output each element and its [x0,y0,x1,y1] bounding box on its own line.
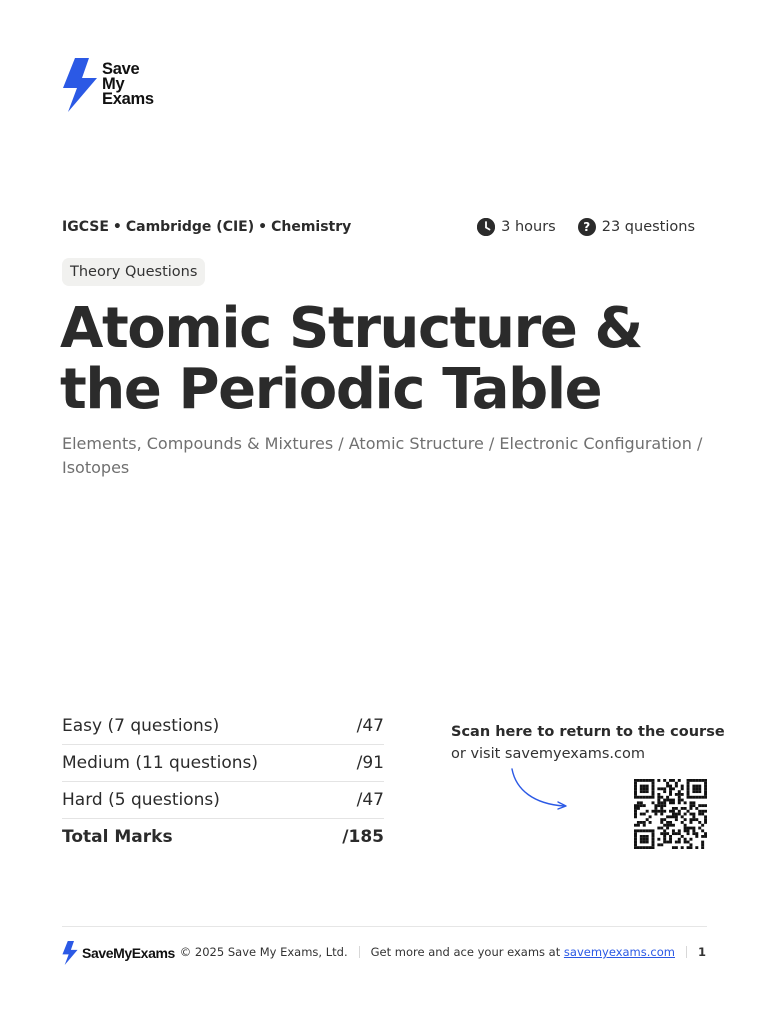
footer-divider [62,926,707,927]
scan-subtitle: or visit savemyexams.com [451,746,645,762]
save-my-exams-logo[interactable] [62,58,154,112]
breadcrumb-board: Cambridge (CIE) [125,219,255,235]
marks-row-label: Medium (11 questions) [62,753,258,773]
marks-table [62,708,384,855]
exam-meta [477,218,695,236]
lightning-bolt-icon [62,940,78,966]
lightning-bolt-icon [62,58,98,112]
curved-arrow-icon [508,766,572,812]
qr-code[interactable] [634,779,707,849]
footer-promo: Get more and ace your exams at savemyexams.com [370,945,675,959]
marks-row-hard [62,782,384,819]
duration [477,218,556,236]
marks-row-value: /47 [356,716,384,736]
topic-list: Elements, Compounds & Mixtures / Atomic Structure / Electronic Configuration / Isotopes [62,434,703,477]
marks-row-total [62,819,384,855]
total-marks-value: /185 [342,827,384,847]
website-link[interactable]: savemyexams.com [563,945,675,959]
question-icon: ? [578,218,596,236]
question-count-text: 23 questions [601,219,695,235]
breadcrumb-level: IGCSE [62,219,109,235]
scan-title: Scan here to return to the course [451,724,725,740]
footer-brand: SaveMyExams [82,945,175,961]
copyright: © 2025 Save My Exams, Ltd. [179,945,348,959]
logo-wordmark: Save My Exams [102,60,154,108]
marks-row-value: /91 [356,753,384,773]
marks-row-label: Hard (5 questions) [62,790,220,810]
marks-row-easy [62,708,384,745]
question-count [578,218,695,236]
footer-separator [686,946,687,958]
title-line-2: the Periodic Table [60,357,602,422]
page-title [60,298,740,420]
footer-separator [359,946,360,958]
breadcrumb-separator: • [258,219,268,235]
page-number: 1 [697,945,706,959]
marks-row-medium [62,745,384,782]
duration-text: 3 hours [501,219,556,235]
footer-logo[interactable] [62,940,175,966]
scan-block [451,722,725,765]
question-type-badge: Theory Questions [62,258,205,286]
breadcrumb [62,219,351,235]
marks-row-label: Easy (7 questions) [62,716,220,736]
total-marks-label: Total Marks [62,827,173,847]
title-line-1: Atomic Structure & [60,296,642,361]
clock-icon [477,218,495,236]
breadcrumb-subject: Chemistry [271,219,352,235]
marks-row-value: /47 [356,790,384,810]
footer-info [180,945,706,959]
breadcrumb-separator: • [112,219,122,235]
